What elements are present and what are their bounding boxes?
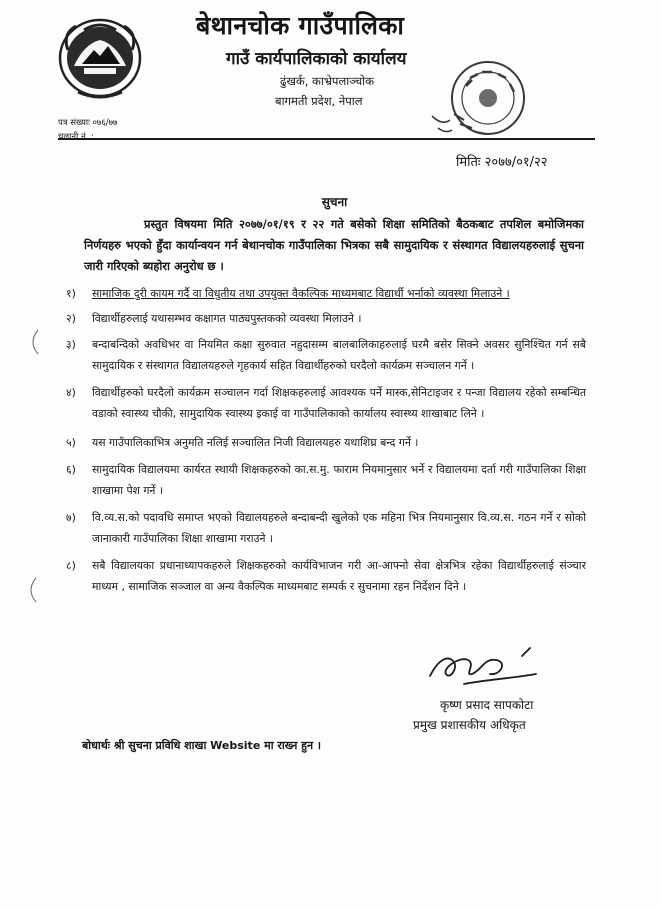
item-number: ७) — [66, 511, 76, 524]
signatory-name: कृष्ण प्रसाद सापकोटा — [440, 698, 534, 712]
item-text: सबै विद्यालयका प्रधानाध्यापकहरुले शिक्षकहरुको कार्यविभाजन गरी आ-आफ्नो सेवा क्षेत्रभित्र रहेका विद्यार्थीहरुलाई संञ्चार माध्यम , सामाजिक सञ्जाल वा अन्य वैकल्पिक माध्यमबाट सम्पर्क र सुचनामा रहन निर्देशन दिने । — [92, 559, 586, 593]
list-item — [66, 308, 586, 329]
scan-mark-icon — [26, 328, 42, 356]
municipality-name: बेथानचोक गाउँपालिका — [196, 11, 405, 40]
item-number: ३) — [66, 338, 76, 351]
notice-intro — [84, 214, 584, 277]
address-line-2: बागमती प्रदेश, नेपाल — [275, 94, 363, 108]
list-item — [66, 459, 586, 501]
list-item — [66, 555, 586, 597]
item-number: २) — [66, 312, 76, 325]
item-number: ६) — [66, 463, 76, 476]
dispatch-number: चलानी नं. : — [58, 132, 94, 142]
scan-mark-icon — [24, 576, 40, 604]
item-text: सामुदायिक विद्यालयमा कार्यरत स्थायी शिक्षकहरुको का.स.मु. फाराम नियमानुसार भर्ने र विद्यालयमा दर्ता गरी गाउँपालिका शिक्षा शाखामा पेश गर्ने । — [92, 463, 586, 497]
signatory-title: प्रमुख प्रशासकीय अधिकृत — [413, 718, 526, 732]
item-text: यस गाउँपालिकाभित्र अनुमति नलिई सञ्चालित निजी विद्यालयहरु यथाशिघ्र बन्द गर्ने । — [92, 436, 419, 449]
list-item — [66, 334, 586, 376]
item-text: बन्दाबन्दिको अवधिभर वा नियमित कक्षा सुरुवात नहुदासम्म बालबालिकाहरुलाई घरमै बसेर सिक्ने अवसर सुनिश्चित गर्न सबै सामुदायिक र संस्थागत विद्यालयहरुले गृहकार्य सहित विद्यार्थीहरुको घरदैलो कार्यक्रम सञ्चालन गर्ने । — [92, 338, 586, 372]
item-number: ४) — [66, 386, 76, 399]
item-text: सामाजिक दुरी कायम गर्दै वा विधुतीय तथा उपयुक्त वैकल्पिक माध्यमबाट विद्यार्थी भर्नाको व्यवस्था मिलाउने । — [92, 287, 510, 300]
address-line-1: ढुंखर्क, काभ्रेपलाञ्चोक — [280, 74, 374, 88]
item-text: वि.व्य.स.को पदावधि समाप्त भएको विद्यालयहरुले बन्दाबन्दी खुलेको एक महिना भित्र नियमानुसार वि.व्य.स. गठन गर्ने र सोको जानाकारी गाउँपालिका शिक्षा शाखामा गराउने । — [92, 511, 586, 545]
notice-intro-text: प्रस्तुत विषयमा मिति २०७७/०१/१९ र २२ गते बसेको शिक्षा समितिको बैठकबाट तपशिल बमोजिमका निर्णयहरु भएको हुँदा कार्यान्वयन गर्न बेथानचोक गाउँपालिका भित्रका सबै सामुदायिक र संस्थागत विद्यालयहरुलाई सुचना जारी गरिएको ब्यहोरा अनुरोध छ । — [84, 217, 584, 273]
item-number: ८) — [66, 559, 76, 572]
item-text: विद्यार्थीहरुको घरदैलो कार्यक्रम सञ्चालन गर्दा शिक्षकहरुलाई आवश्यक पर्ने मास्क,सेनिटाइजर र पन्जा विद्यालय रहेको सम्बन्धित वडाको स्वास्थ्य चौकी, सामुदायिक स्वास्थ्य इकाई वा गाउँपालिकाको कार्यालय स्वास्थ्य शाखाबाट लिने । — [92, 386, 586, 420]
decision-list — [66, 283, 586, 597]
cc-note: बोधार्थः श्री सुचना प्रविधि शाखा Website मा राख्न हुन । — [82, 739, 322, 752]
office-name: गाउँ कार्यपालिकाको कार्यालय — [226, 49, 407, 69]
item-number: १) — [66, 287, 76, 300]
list-item — [66, 507, 586, 549]
list-item — [66, 382, 586, 424]
office-stamp-icon — [426, 56, 536, 156]
letter-date: मितिः २०७७/०१/२२ — [456, 155, 548, 170]
list-item — [66, 283, 586, 304]
header-divider — [58, 138, 595, 140]
letter-number: पत्र संख्याः ०७६/७७ — [58, 118, 118, 128]
government-emblem-icon — [54, 14, 146, 100]
signature-icon — [424, 640, 544, 692]
item-number: ५) — [66, 436, 76, 449]
item-text: विद्यार्थीहरुलाई यथासम्भव कक्षागत पाठ्यपुस्तकको व्यवस्था मिलाउने । — [92, 312, 362, 325]
notice-heading: सुचना — [321, 195, 348, 209]
list-item — [66, 432, 586, 453]
